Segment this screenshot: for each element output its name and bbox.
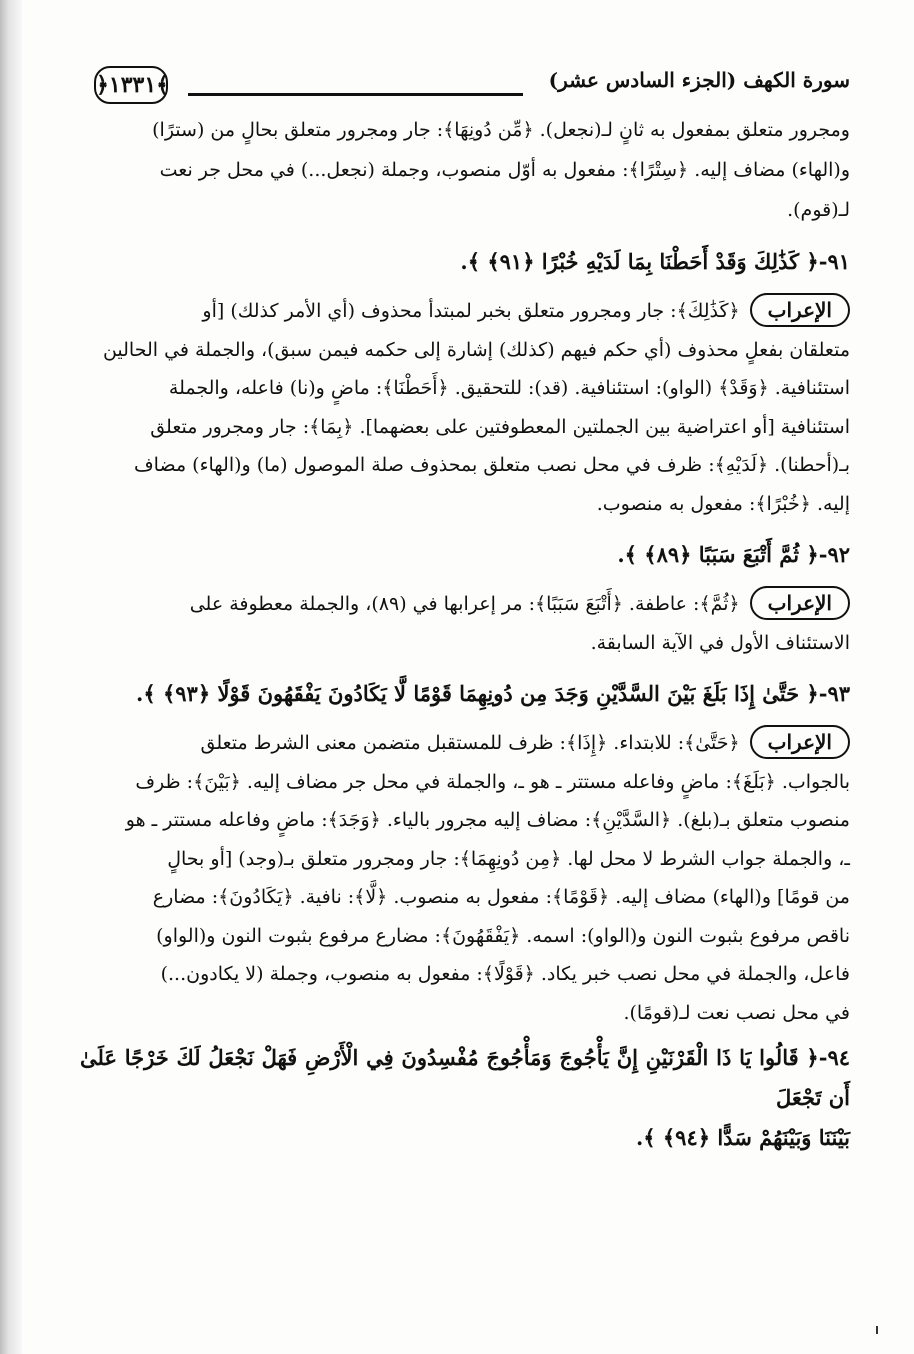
intro-paragraph bbox=[80, 110, 850, 230]
verse-line: بَيْنَنَا وَبَيْنَهُمْ سَدًّا ﴿٩٤﴾ ﴾. bbox=[635, 1125, 850, 1150]
verse-line: ٩٤-﴿ قَالُوا يَا ذَا الْقَرْنَيْنِ إِنَّ يَأْجُوجَ وَمَأْجُوجَ مُفْسِدُونَ فِي الْأَرْضِ فَهَلْ نَجْعَلُ لَكَ خَرْجًا عَلَىٰ أَن تَجْعَلَ bbox=[80, 1045, 850, 1110]
text-line: من قومًا] و(الهاء) مضاف إليه. ﴿قَوْمًا﴾: مفعول به منصوب. ﴿لَّا﴾: نافية. ﴿يَكَادُونَ﴾: مضارع bbox=[152, 886, 850, 908]
text-line: ناقص مرفوع بثبوت النون و(الواو): اسمه. ﴿يَفْقَهُونَ﴾: مضارع مرفوع بثبوت النون و(الواو) bbox=[156, 924, 850, 947]
text-line: الاستئناف الأول في الآية السابقة. bbox=[590, 631, 850, 654]
text-line: ـ، والجملة جواب الشرط لا محل لها. ﴿مِن دُونِهِمَا﴾: جار ومجرور متعلق بـ(وجد) [أو بحالٍ bbox=[167, 847, 850, 870]
i3rab-badge: الإعراب bbox=[750, 586, 850, 620]
text-line: ﴿حَتَّىٰ﴾: للابتداء. ﴿إِذَا﴾: ظرف للمستقبل متضمن معنى الشرط متعلق bbox=[200, 732, 740, 754]
text-line: منصوب متعلق بـ(بلغ). ﴿السَّدَّيْنِ﴾: مضاف إليه مجرور بالياء. ﴿وَجَدَ﴾: ماضٍ وفاعله مستتر ـ هو bbox=[125, 809, 850, 831]
text-line: استئنافية. ﴿وَقَدْ﴾ (الواو): استئنافية. (قد): للتحقيق. ﴿أَحَطْنَا﴾: ماضٍ و(نا) فاعله، والجملة bbox=[168, 377, 850, 399]
verse-94 bbox=[80, 1038, 850, 1158]
verse-91: ٩١-﴿ كَذَٰلِكَ وَقَدْ أَحَطْنَا بِمَا لَدَيْهِ خُبْرًا ﴿٩١﴾ ﴾. bbox=[460, 249, 850, 274]
text-line: إليه. ﴿خُبْرًا﴾: مفعول به منصوب. bbox=[596, 492, 850, 515]
i3rab-badge: الإعراب bbox=[750, 293, 850, 327]
text-line: ﴿كَذَٰلِكَ﴾: جار ومجرور متعلق بخبر لمبتدأ محذوف (أي الأمر كذلك) [أو bbox=[202, 300, 740, 322]
text-line: لـ(قوم). bbox=[787, 199, 850, 221]
text-line: ومجرور متعلق بمفعول به ثانٍ لـ(نجعل). ﴿مِّن دُونِهَا﴾: جار ومجرور متعلق بحالٍ من (سترًا) bbox=[152, 119, 850, 141]
page-number: ﴿١٣٣١﴾ bbox=[94, 66, 168, 104]
header-rule bbox=[188, 93, 523, 96]
text-line: استئنافية [أو اعتراضية بين الجملتين المعطوفتين على بعضهما]. ﴿بِمَا﴾: جار ومجرور متعلق bbox=[150, 415, 850, 438]
text-line: ﴿ثُمَّ﴾: عاطفة. ﴿أَتْبَعَ سَبَبًا﴾: مر إعرابها في (٨٩)، والجملة معطوفة على bbox=[189, 593, 740, 615]
i3rab-block-92 bbox=[80, 585, 850, 662]
page-header bbox=[80, 60, 850, 110]
scan-mark bbox=[876, 1326, 878, 1334]
text-line: و(الهاء) مضاف إليه. ﴿سِتْرًا﴾: مفعول به أوّل منصوب، وجملة (نجعل...) في محل جر نعت bbox=[159, 159, 850, 181]
running-title: سورة الكهف (الجزء السادس عشر) bbox=[548, 68, 850, 92]
text-line: بـ(أحطنا). ﴿لَدَيْهِ﴾: ظرف في محل نصب متعلق بمحذوف صلة الموصول (ما) و(الهاء) مضاف bbox=[133, 454, 850, 476]
i3rab-badge: الإعراب bbox=[750, 725, 850, 759]
i3rab-block-91 bbox=[80, 292, 850, 523]
text-line: بالجواب. ﴿بَلَغَ﴾: ماضٍ وفاعله مستتر ـ هو ـ، والجملة في محل جر مضاف إليه. ﴿بَيْنَ﴾: ظرف bbox=[135, 770, 850, 793]
verse-93: ٩٣-﴿ حَتَّىٰ إِذَا بَلَغَ بَيْنَ السَّدَّيْنِ وَجَدَ مِن دُونِهِمَا قَوْمًا لَّا يَكَادُونَ يَفْقَهُونَ قَوْلًا ﴿٩٣﴾ ﴾. bbox=[136, 681, 850, 706]
scanned-page-edge bbox=[0, 0, 22, 1354]
i3rab-block-93 bbox=[80, 724, 850, 1032]
document-page bbox=[80, 60, 850, 1330]
text-line: في محل نصب نعت لـ(قومًا). bbox=[623, 1001, 850, 1024]
text-line: فاعل، والجملة في محل نصب خبر يكاد. ﴿قَوْلًا﴾: مفعول به منصوب، وجملة (لا يكادون...) bbox=[160, 963, 850, 985]
text-line: متعلقان بفعلٍ محذوف (أي حكم فيهم (كذلك) إشارة إلى حكمه فيمن سبق)، والجملة في الحالين bbox=[102, 338, 850, 361]
verse-92: ٩٢-﴿ ثُمَّ أَتْبَعَ سَبَبًا ﴿٨٩﴾ ﴾. bbox=[617, 542, 850, 567]
